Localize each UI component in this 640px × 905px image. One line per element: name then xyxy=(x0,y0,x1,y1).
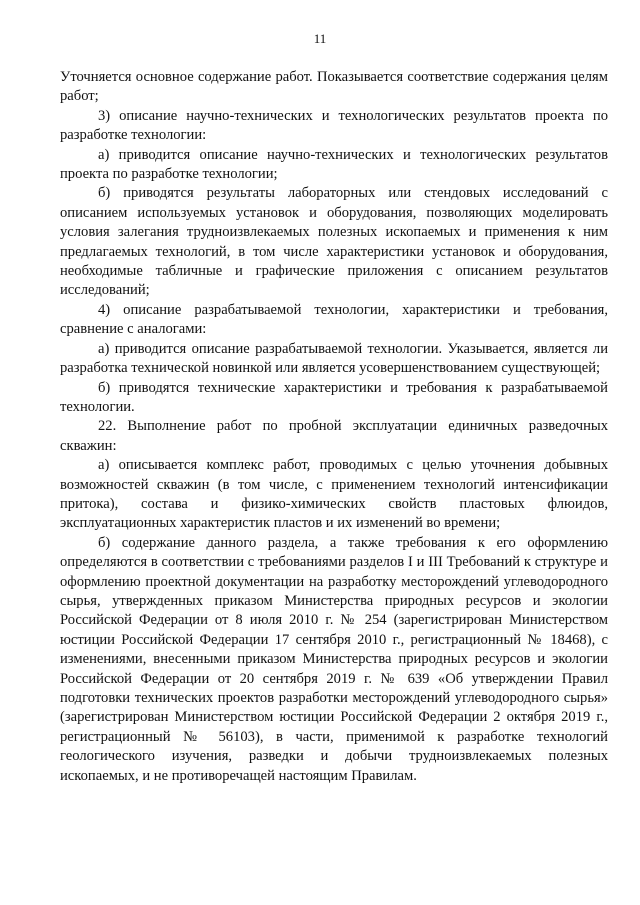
paragraph-item-22a: а) описывается комплекс работ, проводимых с целью уточнения добывных возможностей скважин (в том числе, с применением технологий интенсификации притока), состава и физико-химических свойств пластовых флюидов, эксплуатационных характеристик пластов и их изменений во времени; xyxy=(60,457,608,532)
paragraph-section-22: 22. Выполнение работ по пробной эксплуатации единичных разведочных скважин: xyxy=(60,418,608,454)
body-text xyxy=(60,68,608,786)
paragraph-item-3a: а) приводится описание научно-технических и технологических результатов проекта по разработке технологии; xyxy=(60,146,608,183)
paragraph-item-4b: б) приводятся технические характеристики и требования к разрабатываемой технологии. xyxy=(60,379,608,415)
paragraph-item-4a: а) приводится описание разрабатываемой технологии. Указывается, является ли разработка технической новинкой или является усовершенствованием существующей; xyxy=(60,340,608,377)
page-number: 11 xyxy=(313,31,327,46)
paragraph-item-3b: б) приводятся результаты лабораторных или стендовых исследований с описанием используемых установок и оборудования, позволяющих моделировать условия залегания трудноизвлекаемых полезных ископаемых и применения к ним предлагаемых технологий, в том числе характеристики установок и оборудования, необходимые табличные и графические приложения с описанием результатов исследований; xyxy=(60,185,608,299)
paragraph-continuation: Уточняется основное содержание работ. Показывается соответствие содержания целям работ; xyxy=(60,69,608,105)
paragraph-item-4: 4) описание разрабатываемой технологии, характеристики и требования, сравнение с аналогами: xyxy=(60,301,608,338)
paragraph-item-22b: б) содержание данного раздела, а также требования к его оформлению определяются в соответствии с требованиями разделов I и III Требований к структуре и оформлению проектной документации на разработку месторождений углеводородного сырья, утвержденных приказом Министерства природных ресурсов и экологии Российской Федерации от 8 июля 2010 г. № 254 (зарегистрирован Министерством юстиции Российской Федерации 17 сентября 2010 г., регистрационный № 18468), с изменениями, внесенными приказом Министерства природных ресурсов и экологии Российской Федерации от 20 сентября 2019 г. № 639 «Об утверждении Правил подготовки технических проектов разработки месторождений углеводородного сырья» (зарегистрирован Министерством юстиции Российской Федерации 2 октября 2019 г., регистрационный № 56103), в части, применимой к разработке технологий геологического изучения, разведки и добычи трудноизвлекаемых полезных ископаемых, и не противоречащей настоящим Правилам. xyxy=(60,534,608,784)
paragraph-item-3: 3) описание научно-технических и технологических результатов проекта по разработке технологии: xyxy=(60,107,608,144)
